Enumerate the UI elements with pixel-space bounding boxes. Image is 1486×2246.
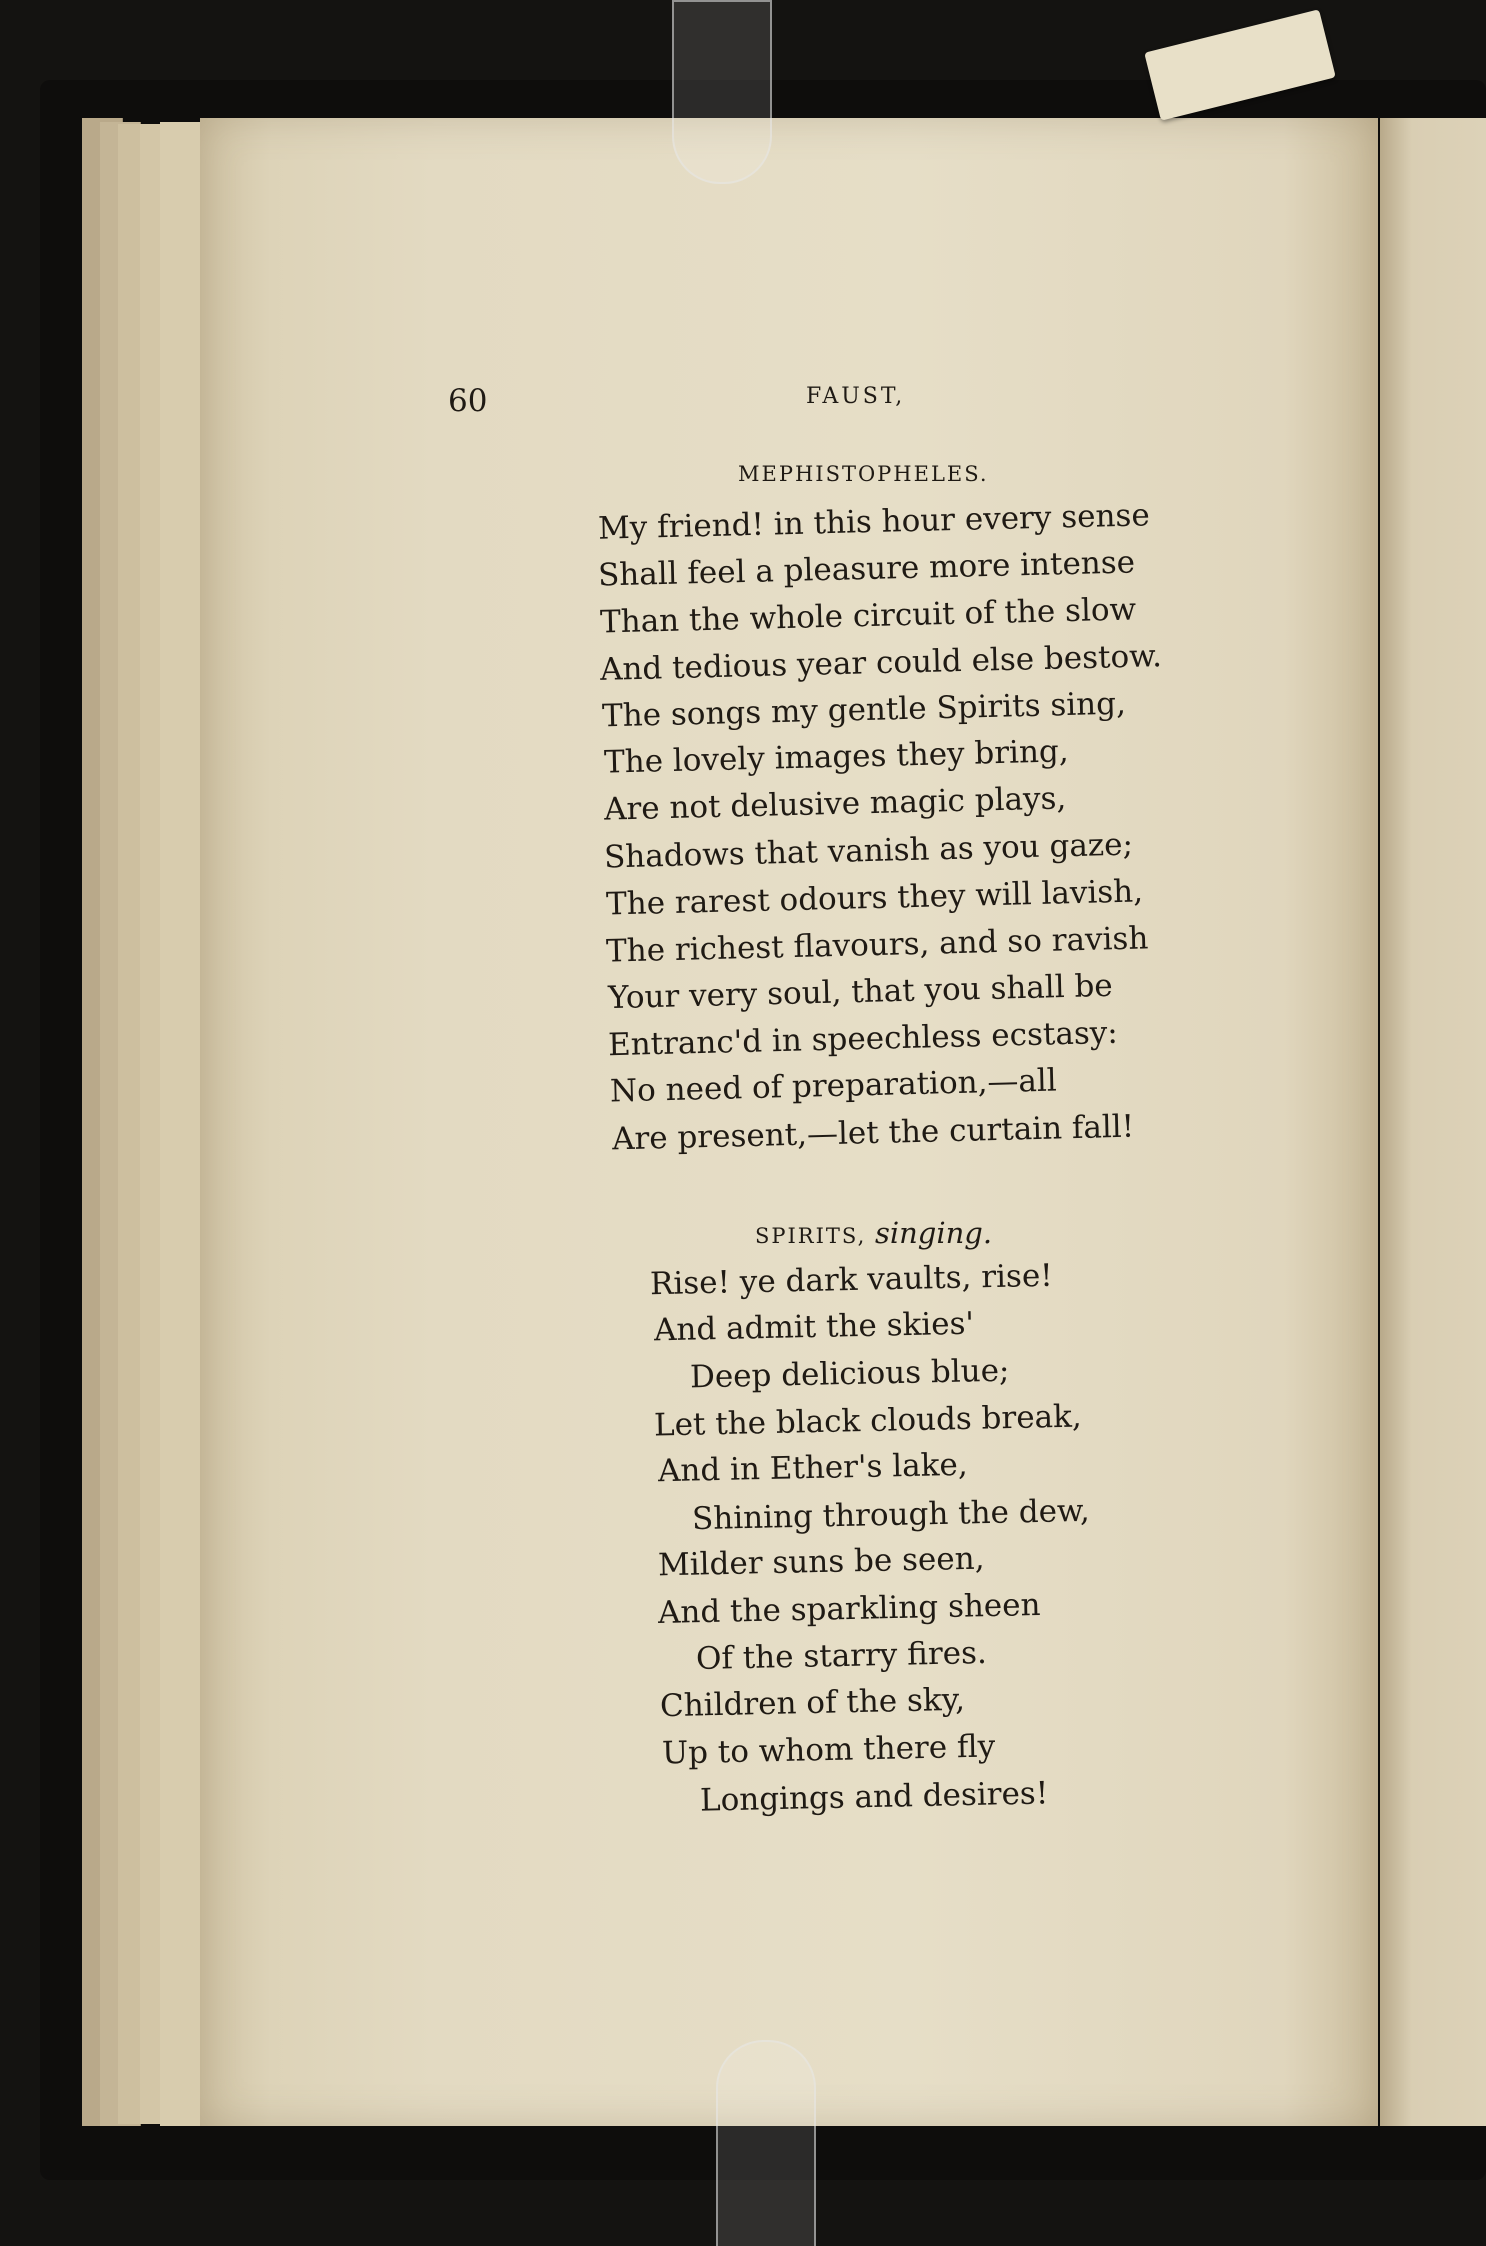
verse-line: My friend! in this hour every sense: [597, 497, 1151, 547]
verse-line: Let the black clouds break,: [653, 1398, 1083, 1444]
verse-line: And in Ether's lake,: [657, 1446, 969, 1490]
verse-line: Deep delicious blue;: [689, 1352, 1010, 1396]
verse-line: Your very soul, that you shall be: [607, 967, 1114, 1017]
verse-line: The richest flavours, and so ravish: [605, 920, 1149, 970]
verse-line: The lovely images they bring,: [603, 733, 1070, 781]
speaker-heading-spirits: [755, 1216, 992, 1250]
running-head: FAUST,: [806, 384, 906, 409]
verse-line: Than the whole circuit of the slow: [599, 591, 1137, 641]
verse-line: Up to whom there fly: [661, 1728, 996, 1772]
stage-direction: singing.: [874, 1216, 993, 1250]
verse-line: And admit the skies': [653, 1305, 975, 1349]
verse-line: No need of preparation,—all: [609, 1062, 1058, 1110]
verse-line: The rarest odours they will lavish,: [605, 873, 1144, 923]
verse-line: Milder suns be seen,: [657, 1540, 985, 1584]
page-number: 60: [448, 383, 488, 419]
verse-line: Shall feel a pleasure more intense: [597, 544, 1136, 594]
verse-line: Shining through the dew,: [691, 1492, 1091, 1538]
verse-line: And tedious year could else bestow.: [599, 638, 1163, 688]
verse-line: And the sparkling sheen: [657, 1586, 1041, 1632]
verse-line: Shadows that vanish as you gaze;: [603, 826, 1134, 876]
speaker-name: SPIRITS,: [755, 1224, 867, 1248]
speaker-heading-mephistopheles: [738, 462, 989, 486]
speaker-name: MEPHISTOPHELES.: [738, 462, 989, 486]
verse-line: Rise! ye dark vaults, rise!: [649, 1257, 1054, 1303]
verse-line: Longings and desires!: [699, 1775, 1049, 1819]
verse-line: Of the starry fires.: [695, 1634, 988, 1678]
verse-line: Are present,—let the curtain fall!: [611, 1108, 1135, 1158]
verse-line: Entranc'd in speechless ecstasy:: [607, 1014, 1119, 1064]
verse-line: Are not delusive magic plays,: [603, 780, 1067, 828]
verse-line: The songs my gentle Spirits sing,: [601, 685, 1127, 735]
verse-line: Children of the sky,: [659, 1681, 966, 1725]
